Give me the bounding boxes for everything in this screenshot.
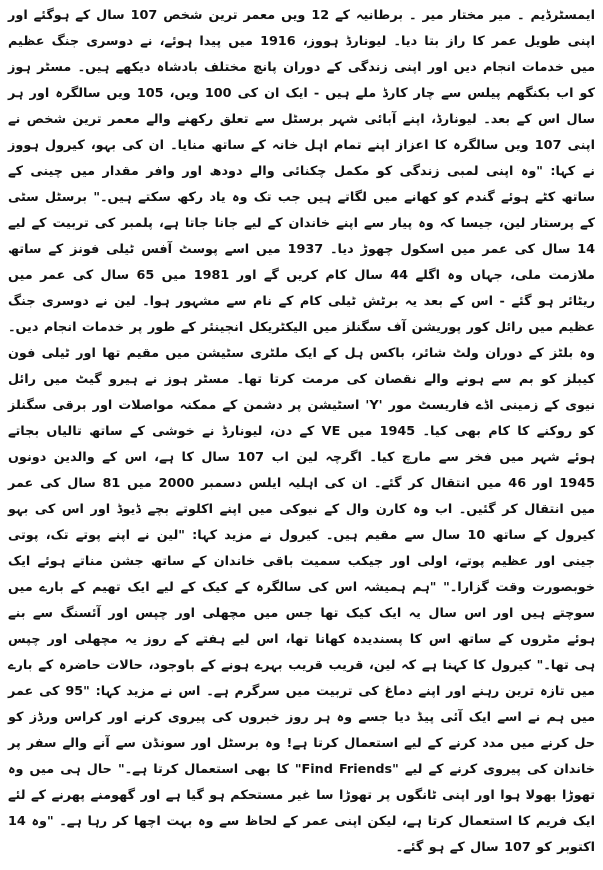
article-body: ایمسٹرڈیم ۔ میر مختار میر ۔ برطانیہ کے 12 ویں معمر ترین شخص 107 سال کے ہوگئے اور اپنی طویل عمر کا راز بتا دیا۔ لیونارڈ ہووز، 1916 میں پیدا ہوئے، نے دوسری جنگ عظیم میں خدمات انجام دیں اور اپنی زندگی کے دوران پانچ مختلف بادشاہ دیکھے ہیں۔ مسٹر ہوز کو اب بکنگھم پیلس سے چار کارڈ ملے ہیں - ایک ان کی 100 ویں، 105 ویں سالگرہ اور ہر سال اس کے بعد۔ لیونارڈ، اپنے آبائی شہر برسٹل سے تعلق رکھنے والے معمر ترین شخص نے اپنی 107 ویں سالگرہ کا اعزاز اپنے تمام اہل خانہ کے ساتھ منایا۔ ان کی بہو، کیرول ہووز نے کہا: "وہ اپنی لمبی زندگی کو مکمل چکنائی والے دودھ اور وافر مقدار میں چینی کے ساتھ کٹے ہوئے گندم کو کھانے میں لگاتے ہیں جب تک وہ یاد رکھ سکتے ہیں۔" برسٹل سٹی کے پرستار لین، جیسا کہ وہ پیار سے اپنے خاندان کے لیے جانا جاتا ہے، پلمبر کی تربیت کے لیے 14 سال کی عمر میں اسکول چھوڑ دیا۔ 1937 میں اسے پوسٹ آفس ٹیلی فونز کے ساتھ ملازمت ملی، جہاں وہ اگلے 44 سال کام کریں گے اور 1981 میں 65 سال کی عمر میں ریٹائر ہو گئے - اس کے بعد یہ برٹش ٹیلی کام کے نام سے مشہور ہوا۔ لین نے دوسری جنگ عظیم میں رائل کور پوریشن آف سگنلز میں الیکٹریکل انجینئر کے طور پر خدمات انجام دیں۔ وہ بلٹز کے دوران ولٹ شائر، باکس ہل کے ایک ملٹری سٹیشن میں مقیم تھا اور ٹیلی فون کیبلز کو بم سے ہونے والے نقصان کی مرمت کرتا تھا۔ مسٹر ہوز نے ہیرو گیٹ میں رائل نیوی کے زمینی اڈے فاریسٹ مور 'Y' اسٹیشن پر دشمن کے ممکنہ مواصلات اور برقی سگنلز کو روکنے کا کام بھی کیا۔ 1945 میں VE کے دن، لیونارڈ نے خوشی کے ساتھ تالیاں بجاتے ہوئے شہر میں فخر سے مارچ کیا۔ اگرچہ لین اب 107 سال کا ہے، اس کے والدین دونوں 1945 اور 46 میں انتقال کر گئے۔ ان کی اہلیہ ایلس دسمبر 2000 میں 81 سال کی عمر میں انتقال کر گئیں۔ اب وہ کارن وال کے نیوکی میں اپنے اکلوتے بچے ڈیوڈ اور اس کی بہو کیرول کے ساتھ 10 سال سے مقیم ہیں۔ کیرول نے مزید کہا: "لین نے اپنے پوتے تک، پوتی جینی اور عظیم پوتے، اولی اور جیکب سمیت باقی خاندان کے ساتھ جشن مناتے ہوئے ایک خوبصورت وقت گزارا۔" "ہم ہمیشہ اس کی سالگرہ کے کیک کے لیے ایک تھیم کے بارے میں سوچتے ہیں اور اس سال یہ ایک کیک تھا جس میں مچھلی اور چپس اور آئسنگ سے بنے ہوئے مٹروں کے ساتھ اس کا پسندیدہ کھانا تھا، اس لیے ہفتے کے روز یہ مچھلی اور چپس ہی تھا۔" کیرول کا کہنا ہے کہ لین، قریب قریب بہرے ہونے کے باوجود، حالات حاضرہ کے بارے میں تازہ ترین رہنے اور اپنے دماغ کی تربیت میں سرگرم ہے۔ اس نے مزید کہا: "95 کی عمر میں ہم نے اسے ایک آئی پیڈ دیا جسے وہ ہر روز خبروں کی پیروی کرنے اور کراس ورڈز کو حل کرنے میں مدد کرنے کے لیے استعمال کرتا ہے! وہ برسٹل اور سونڈن سے آنے والے سفر پر خاندان کی پیروی کرنے کے لیے "Find Friends" کا بھی استعمال کرتا ہے۔" حال ہی میں وہ تھوڑا بھولا ہوا اور اپنی ٹانگوں پر تھوڑا سا غیر مستحکم ہو گیا ہے اور گھومنے پھرنے کے لئے ایک فریم کا استعمال کرتا ہے، لیکن اپنی عمر کے لحاظ سے وہ بہت اچھا کر رہا ہے۔ "وہ 14 اکتوبر کو 107 سال کے ہو گئے۔ [8,8,596,855]
